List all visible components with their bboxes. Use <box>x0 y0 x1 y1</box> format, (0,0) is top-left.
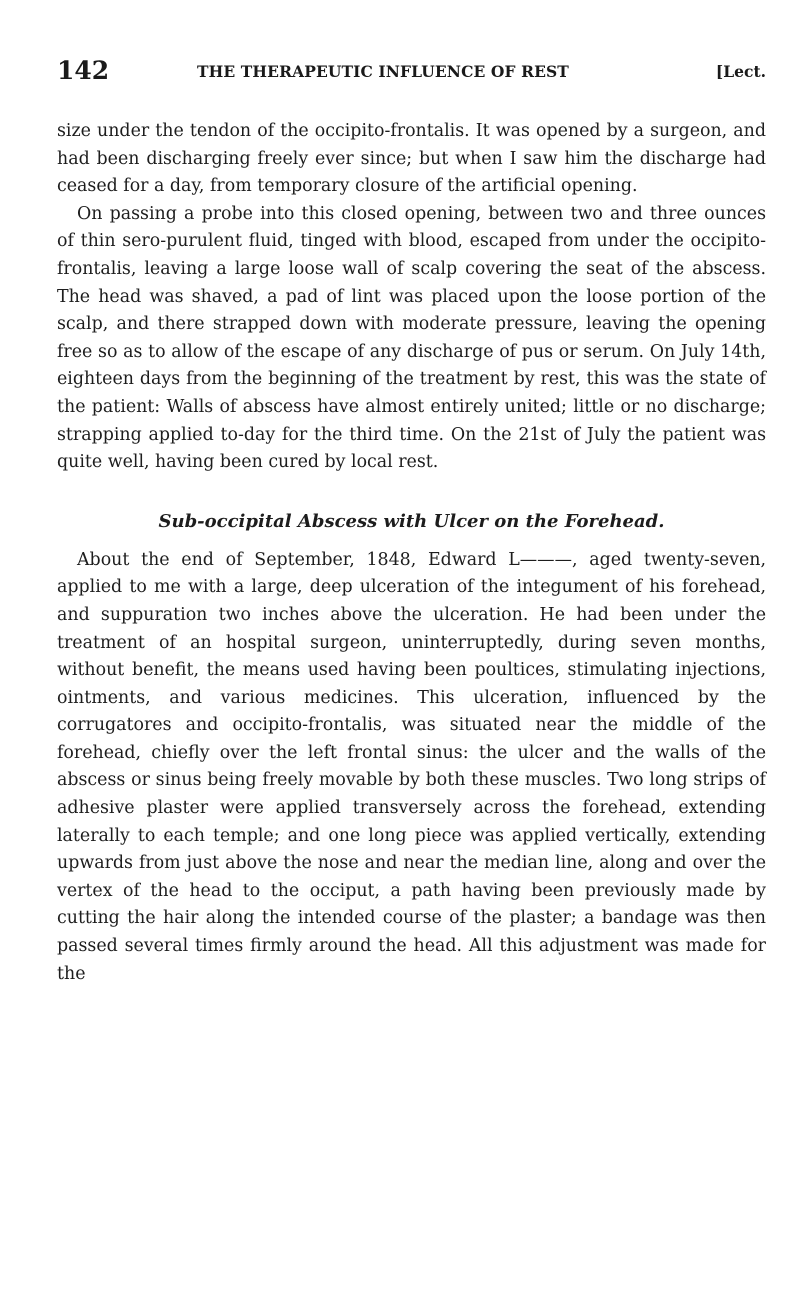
section-heading: Sub-occipital Abscess with Ulcer on the Forehead. <box>158 510 665 532</box>
running-head-lecture: [Lect. <box>715 62 766 81</box>
paragraph-continued: size under the tendon of the occipito-frontalis. It was opened by a surgeon, and had been discharging freely ever since; but when I saw him the discharge had ceased for a day, from temporary closure of the artificial opening. <box>57 121 766 197</box>
paragraph-case-edward: About the end of September, 1848, Edward L———, aged twenty-seven, applied to me with a large, deep ulceration of the integument of his forehead, and suppuration two inches above the ulceration. He had been under the treatment of an hospital surgeon, uninterruptedly, during seven months, without benefit, the means used having been poultices, stimulating injections, ointments, and various medicines. This ulceration, influenced by the corrugatores and occipito-frontalis, was situated near the middle of the forehead, chiefly over the left frontal sinus: the ulcer and the walls of the abscess or sinus being freely movable by both these muscles. Two long strips of adhesive plaster were applied transversely across the forehead, extending laterally to each temple; and one long piece was applied vertically, extending upwards from just above the nose and near the median line, along and over the vertex of the head to the occiput, a path having been previously made by cutting the hair along the intended course of the plaster; a bandage was then passed several times firmly around the head. All this adjustment was made for the <box>57 549 766 984</box>
paragraph-probe-treatment: On passing a probe into this closed opening, between two and three ounces of thin sero-purulent fluid, tinged with blood, escaped from under the occipito-frontalis, leaving a large loose wall of scalp covering the seat of the abscess. The head was shaved, a pad of lint was placed upon the loose portion of the scalp, and there strapped down with moderate pressure, leaving the opening free so as to allow of the escape of any discharge of pus or serum. On July 14th, eighteen days from the beginning of the treatment by rest, this was the state of the patient: Walls of abscess have almost entirely united; little or no discharge; strapping applied to-day for the third time. On the 21st of July the patient was quite well, having been cured by local rest. <box>57 203 766 473</box>
page-number: 142 <box>57 56 110 85</box>
running-head-title: THE THERAPEUTIC INFLUENCE OF REST <box>197 62 569 81</box>
book-page <box>57 56 766 988</box>
body-text-section <box>57 547 766 989</box>
body-text <box>57 118 766 477</box>
running-head <box>57 56 766 90</box>
